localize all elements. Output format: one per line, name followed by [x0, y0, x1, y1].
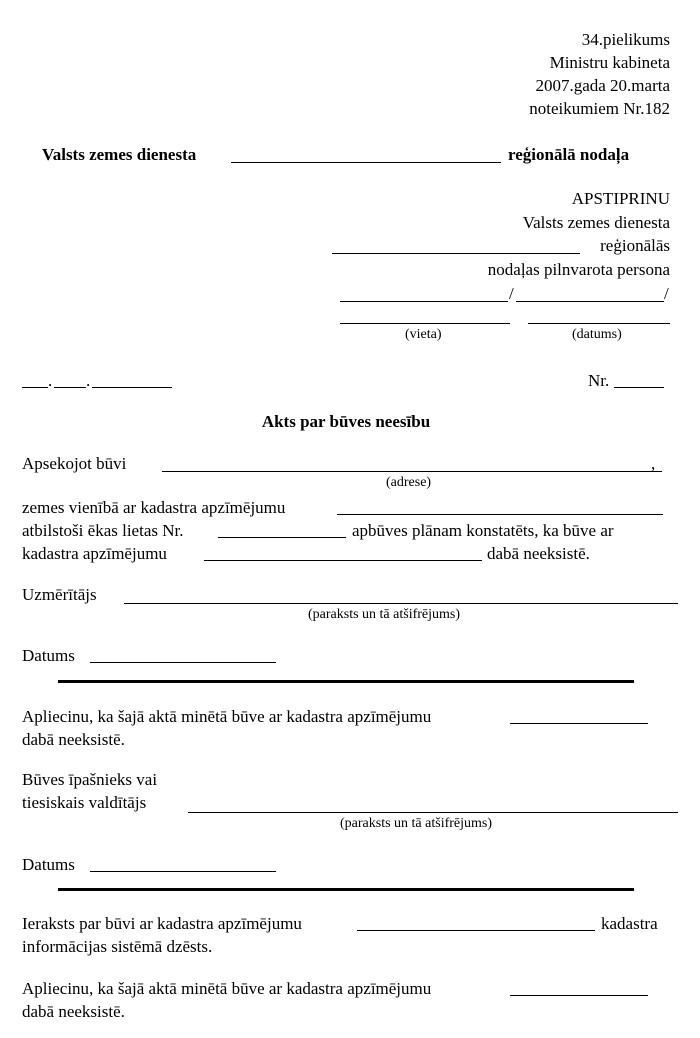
- date-blank-2: [90, 871, 276, 872]
- approve-date-label: (datums): [572, 327, 622, 342]
- cadastre-prefix: kadastra apzīmējumu: [22, 544, 167, 563]
- approve-line-3: nodaļas pilnvarota persona: [487, 260, 670, 279]
- inspect-label: Apsekojot būvi: [22, 454, 127, 473]
- doc-date-dot-1: .: [48, 371, 53, 390]
- approve-name-blank: [516, 301, 664, 302]
- doc-date-month-blank: [54, 387, 86, 388]
- according-prefix: atbilstoši ēkas lietas Nr.: [22, 521, 184, 540]
- approve-signature-blank: [340, 301, 508, 302]
- according-suffix: apbūves plānam konstatēts, ka būve ar: [352, 521, 614, 540]
- certify-cadastre-blank-1: [510, 723, 648, 724]
- record-prefix: Ieraksts par būvi ar kadastra apzīmējumu: [22, 914, 302, 933]
- document-title: Akts par būves neesību: [261, 412, 431, 431]
- certify-text-1: Apliecinu, ka šajā aktā minētā būve ar kadastra apzīmējumu: [22, 707, 432, 726]
- doc-date-day-blank: [22, 387, 48, 388]
- approve-line-1: Valsts zemes dienesta: [522, 213, 670, 232]
- owner-line-1: Būves īpašnieks vai: [22, 770, 158, 789]
- header-right: reģionālā nodaļa: [508, 145, 630, 164]
- date-label-2: Datums: [22, 855, 75, 874]
- not-exist-text-1: dabā neeksistē.: [22, 730, 125, 749]
- region-blank: [231, 162, 501, 163]
- doc-date-dot-2: .: [86, 371, 91, 390]
- annex-line-3: 2007.gada 20.marta: [535, 76, 670, 95]
- approve-date-blank: [528, 323, 670, 324]
- surveyor-signature-blank: [124, 603, 678, 604]
- approve-slash-1: /: [509, 284, 514, 303]
- section-divider-2: [58, 888, 634, 891]
- number-label: Nr.: [588, 371, 610, 390]
- approve-slash-2: /: [664, 284, 669, 303]
- cadastre-blank: [204, 560, 482, 561]
- record-suffix: kadastra: [601, 914, 658, 933]
- certify-cadastre-blank-2: [510, 995, 648, 996]
- surveyor-signature-label: (paraksts un tā atšifrējums): [308, 607, 461, 622]
- number-blank: [614, 387, 664, 388]
- building-file-blank: [218, 537, 346, 538]
- land-unit-blank: [337, 514, 663, 515]
- doc-date-year-blank: [92, 387, 172, 388]
- owner-line-2: tiesiskais valdītājs: [22, 793, 147, 812]
- approve-title: APSTIPRINU: [571, 189, 670, 208]
- owner-signature-label: (paraksts un tā atšifrējums): [340, 816, 493, 831]
- not-exist-text-2: dabā neeksistē.: [22, 1002, 125, 1021]
- surveyor-label: Uzmērītājs: [22, 585, 97, 604]
- land-unit-text: zemes vienībā ar kadastra apzīmējumu: [22, 498, 286, 517]
- date-blank-1: [90, 662, 276, 663]
- address-comma: ,: [651, 454, 656, 473]
- date-label-1: Datums: [22, 646, 75, 665]
- record-line-2: informācijas sistēmā dzēsts.: [22, 937, 213, 956]
- annex-line-1: 34.pielikums: [581, 30, 670, 49]
- record-cadastre-blank: [357, 930, 595, 931]
- header-left: Valsts zemes dienesta: [42, 145, 197, 164]
- section-divider-1: [58, 680, 634, 683]
- address-blank: [162, 471, 662, 472]
- annex-line-2: Ministru kabineta: [549, 53, 670, 72]
- address-label: (adrese): [386, 475, 432, 490]
- approve-place-blank: [340, 323, 510, 324]
- approve-region-blank: [332, 253, 580, 254]
- cadastre-suffix: dabā neeksistē.: [487, 544, 590, 563]
- approve-place-label: (vieta): [405, 327, 442, 342]
- certify-text-2: Apliecinu, ka šajā aktā minētā būve ar kadastra apzīmējumu: [22, 979, 432, 998]
- owner-signature-blank: [188, 812, 678, 813]
- approve-line-2: reģionālās: [600, 236, 670, 255]
- annex-line-4: noteikumiem Nr.182: [529, 99, 670, 118]
